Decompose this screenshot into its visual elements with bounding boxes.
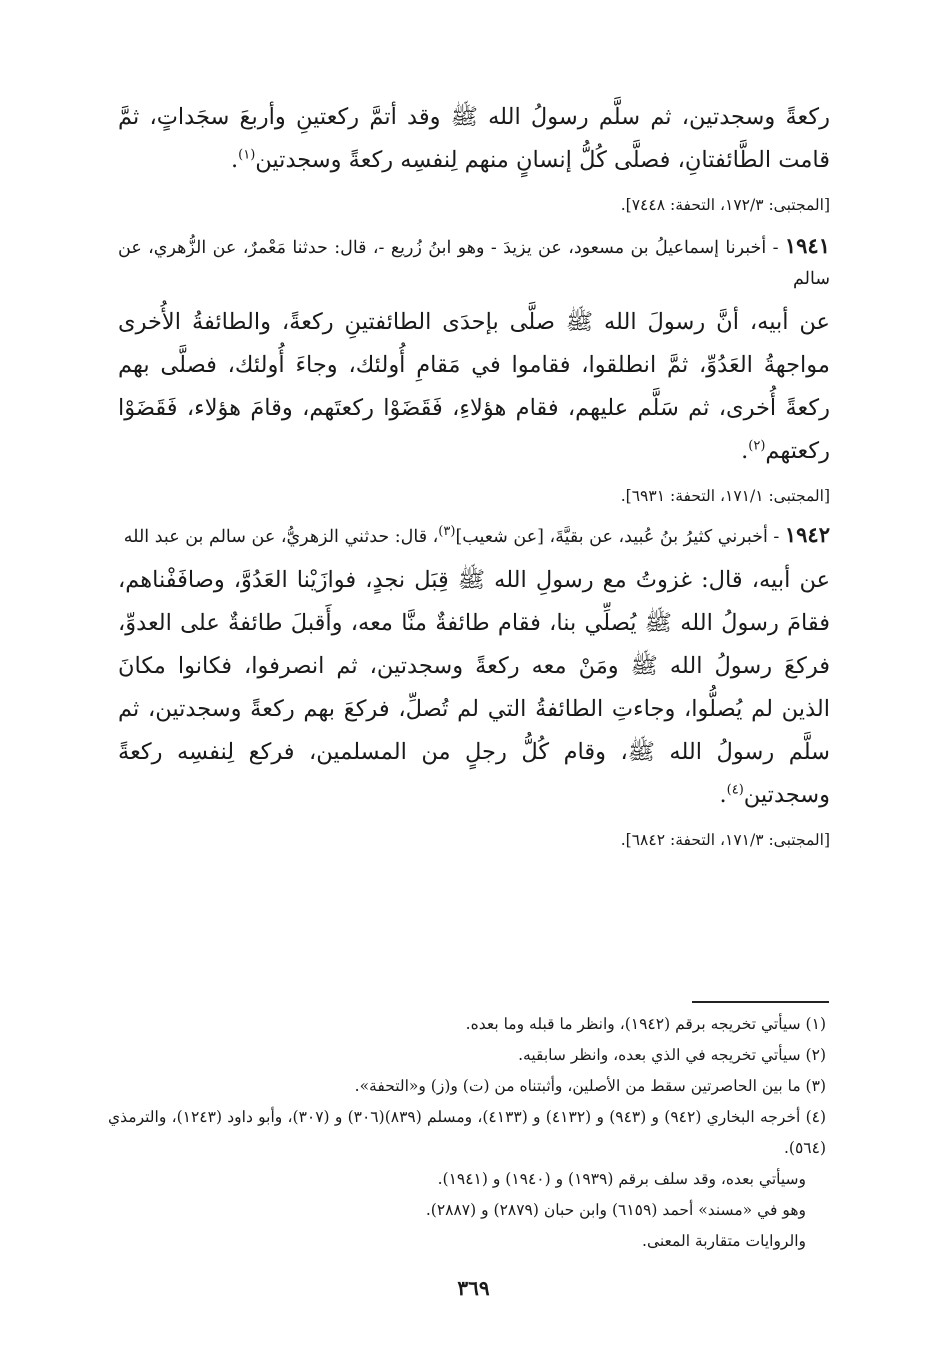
matn-text: عن أبيه، قال: غزوتُ مع رسولِ الله ﷺ قِبَل نجدٍ، فوازَيْنا العَدُوَّ، وصافَفْناهم، فقامَ رسولُ الله ﷺ يُصلِّي بنا، فقام طائفةٌ منَّا معه، وأَقبلَ طائفةٌ على العدوِّ، فركعَ رسولُ الله ﷺ ومَنْ معه ركعةً وسجدتين، ثم انصرفوا، فكانوا مكانَ الذين لم يُصلُّوا، وجاءتِ الطائفةُ التي لم تُصلِّ، فركعَ بهم ركعةً وسجدتين، ثم سلَّم رسولُ الله ﷺ، وقام كُلُّ رجلٍ من المسلمين، فركع لِنفسِه ركعةً وسجدتين [118,567,830,808]
matn-text: عن أبيه، أنَّ رسولَ الله ﷺ صلَّى بإحدَى الطائفتينِ ركعةً، والطائفةُ الأُخرى مواجهةُ العَدُوِّ، ثمَّ انطلقوا، فقاموا في مَقامِ أُولئك، وجاءَ أُولئك، فصلَّى بهم ركعةً أُخرى، ثم سَلَّم عليهم، فقام هؤلاءِ، فَقَضَوْا ركعتَهم، وقامَ هؤلاء، فَقَضَوْا ركعتهم [118,309,830,464]
footnote-3: (٣) ما بين الحاصرتين سقط من الأصلين، وأثبتناه من (ت) و(ز) و«التحفة». [354,1077,826,1095]
footnote-2: (٢) سيأتي تخريجه في الذي بعده، وانظر سابقيه. [518,1046,826,1064]
footnote-separator [692,1001,829,1003]
footnote-4-cont-3: والروايات متقاربة المعنى. [642,1232,806,1250]
hadith-1942-isnad [118,519,830,553]
footnote-4-cont-1: وسيأتي بعده، وقد سلف برقم (١٩٣٩) و (١٩٤٠) و (١٩٤١). [437,1170,806,1188]
footnote-4: (٤) أخرجه البخاري (٩٤٢) و (٩٤٣) و (٤١٣٢) و (٤١٣٣)، ومسلم (٨٣٩)(٣٠٦) و (٣٠٧)، وأبو داود (١٢٤٣)، والترمذي (٥٦٤). [108,1108,827,1157]
paragraph-continuation: ركعةً وسجدتين، ثم سلَّم رسولُ الله ﷺ وقد أتمَّ ركعتينِ وأربعَ سجَداتٍ، ثمَّ قامت الطَّائفتانِ، فصلَّى كُلُّ إنسانٍ منهم لِنفسِه ركعةً وسجدتين$^{(١)}$. [118,104,830,173]
hadith-number-1941: ١٩٤١ [784,233,830,258]
isnad-text: - أخبرنا إسماعيلُ بن مسعود، عن يزيدَ - وهو ابنُ زُريع -، قال: حدثنا مَعْمرٌ، عن الزُّهري، عن سالم [118,238,830,289]
footnote-ref-4[interactable]: (٤) [726,782,744,798]
source-reference-2: [المجتبى: ١٧١/١، التحفة: ٦٩٣١]. [620,487,830,505]
footnote-ref-3[interactable]: (٣) [438,524,456,540]
source-reference-1: [المجتبى: ١٧٢/٣، التحفة: ٧٤٤٨]. [620,196,830,214]
hadith-number-1942: ١٩٤٢ [784,522,830,547]
hadith-1941-matn: عن أبيه، أنَّ رسولَ الله ﷺ صلَّى بإحدَى الطائفتينِ ركعةً، والطائفةُ الأُخرى مواجهةُ العَدُوِّ، ثمَّ انطلقوا، فقاموا في مَقامِ أُولئك، وجاءَ أُولئك، فصلَّى بهم ركعةً أُخرى، ثم سَلَّم عليهم، فقام هؤلاءِ، فَقَضَوْا ركعتَهم، وقامَ هؤلاء، فَقَضَوْا ركعتهم$^{(٢)}$. [118,309,830,464]
footnote-1: (١) سيأتي تخريجه برقم (١٩٤٢)، وانظر ما قبله وما بعده. [465,1015,826,1033]
footnote-ref-1[interactable]: (١) [238,147,256,163]
isnad-text-a: - أخبرني كثيرُ بنُ عُبيد، عن بقيَّةَ، [عن شعيب] [455,527,780,547]
footnote-ref-2[interactable]: (٢) [748,438,766,454]
footnote-4-cont-2: وهو في «مسند» أحمد (٦١٥٩) وابن حبان (٢٨٧٩) و (٢٨٨٧). [425,1201,806,1219]
isnad-text-b: ، قال: حدثني الزهريُّ، عن سالم بن عبد الله [123,527,439,547]
hadith-1941-isnad [118,230,830,295]
footnotes [108,1009,826,1257]
page-body [118,96,830,853]
paragraph-text: ركعةً وسجدتين، ثم سلَّم رسولُ الله ﷺ وقد أتمَّ ركعتينِ وأربعَ سجَداتٍ، ثمَّ قامت الطَّائفتانِ، فصلَّى كُلُّ إنسانٍ منهم لِنفسِه ركعةً وسجدتين [118,104,830,173]
hadith-1942-matn: عن أبيه، قال: غزوتُ مع رسولِ الله ﷺ قِبَل نجدٍ، فوازَيْنا العَدُوَّ، وصافَفْناهم، فقامَ رسولُ الله ﷺ يُصلِّي بنا، فقام طائفةٌ منَّا معه، وأَقبلَ طائفةٌ على العدوِّ، فركعَ رسولُ الله ﷺ ومَنْ معه ركعةً وسجدتين، ثم انصرفوا، فكانوا مكانَ الذين لم يُصلُّوا، وجاءتِ الطائفةُ التي لم تُصلِّ، فركعَ بهم ركعةً وسجدتين، ثم سلَّم رسولُ الله ﷺ، وقام كُلُّ رجلٍ من المسلمين، فركع لِنفسِه ركعةً وسجدتين$^{(٤)}$. [118,567,830,808]
source-reference-3: [المجتبى: ١٧١/٣، التحفة: ٦٨٤٢]. [620,831,830,849]
page-number: ٣٦٩ [457,1276,490,1300]
